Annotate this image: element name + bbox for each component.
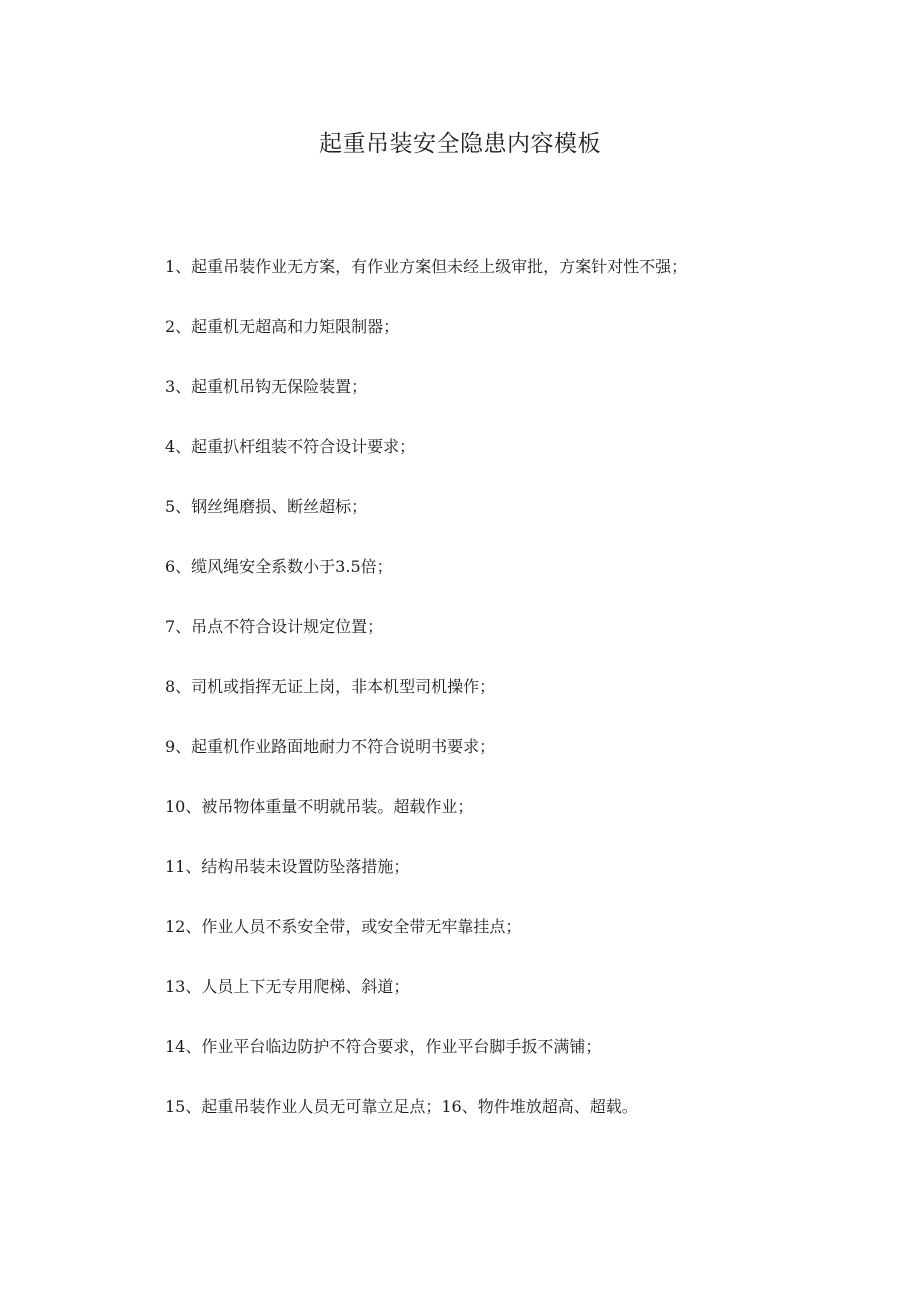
document-title: 起重吊装安全隐患内容模板 <box>319 131 601 157</box>
hazard-item: 12、作业人员不系安全带，或安全带无牢靠挂点； <box>165 917 522 936</box>
hazard-item: 8、司机或指挥无证上岗，非本机型司机操作； <box>165 677 496 696</box>
hazard-item: 13、人员上下无专用爬梯、斜道； <box>165 977 410 996</box>
hazard-item: 7、吊点不符合设计规定位置； <box>165 617 384 636</box>
hazard-item: 5、钢丝绳磨损、断丝超标； <box>165 497 368 516</box>
hazard-item: 6、缆风绳安全系数小于3.5倍； <box>165 557 393 576</box>
hazard-item: 2、起重机无超高和力矩限制器； <box>165 317 400 336</box>
hazard-item: 15、起重吊装作业人员无可靠立足点；16、物件堆放超高、超载。 <box>165 1097 638 1116</box>
hazard-list <box>165 252 805 1152</box>
hazard-item: 1、起重吊装作业无方案，有作业方案但未经上级审批，方案针对性不强； <box>165 257 688 276</box>
hazard-item: 3、起重机吊钩无保险装置； <box>165 377 368 396</box>
hazard-item: 4、起重扒杆组装不符合设计要求； <box>165 437 416 456</box>
hazard-item: 10、被吊物体重量不明就吊装。超载作业； <box>165 797 474 816</box>
hazard-item: 11、结构吊装未设置防坠落措施； <box>165 857 410 876</box>
hazard-item: 9、起重机作业路面地耐力不符合说明书要求； <box>165 737 496 756</box>
hazard-item: 14、作业平台临边防护不符合要求，作业平台脚手扳不满铺； <box>165 1037 602 1056</box>
